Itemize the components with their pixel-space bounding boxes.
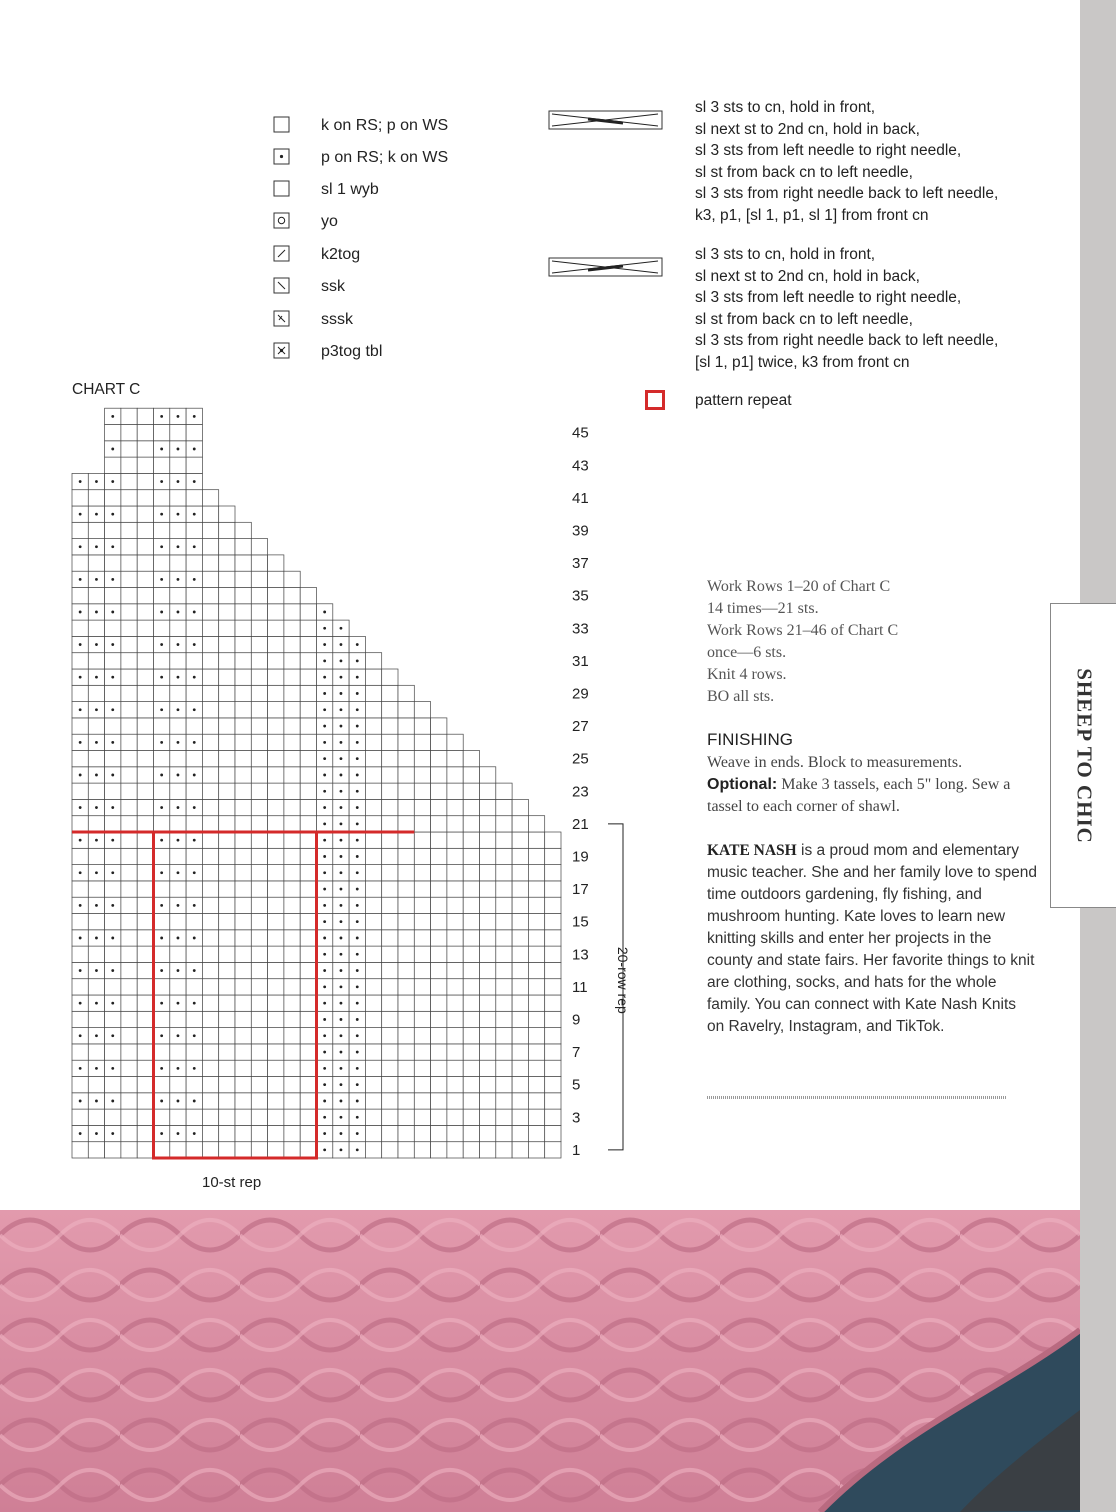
- legend-item-pattern-repeat: [645, 390, 945, 412]
- legend-item-sssk: [273, 310, 513, 332]
- legend-item-k2tog: [273, 245, 513, 267]
- chart-row: [72, 636, 365, 652]
- chart-row: [72, 506, 235, 522]
- legend-item-p3tog: [273, 342, 513, 364]
- row-number: 13: [572, 946, 589, 964]
- legend-label: k2tog: [321, 246, 361, 263]
- row-number: 29: [572, 685, 589, 703]
- legend-item-ssk: [273, 277, 513, 299]
- legend-label: p on RS; k on WS: [321, 149, 449, 166]
- chart-row: [72, 555, 284, 571]
- row-number: 39: [572, 522, 589, 540]
- pattern-repeat-icon: [645, 390, 665, 410]
- chart-row: [72, 767, 496, 783]
- shawl-photo: [0, 1210, 1080, 1512]
- legend-item-purl: [273, 148, 513, 170]
- row-number: 45: [572, 424, 589, 442]
- row-number: 35: [572, 587, 589, 605]
- chart-row: [72, 539, 268, 555]
- row-number: 31: [572, 652, 589, 670]
- chart-row: [72, 620, 349, 636]
- chart-row: [72, 669, 398, 685]
- row-number: 7: [572, 1044, 581, 1062]
- left-cable-icon: [548, 257, 664, 279]
- legend-label: yo: [321, 213, 338, 230]
- chart-row: [72, 490, 219, 506]
- row-number: 19: [572, 848, 589, 866]
- stitch-repeat-label: 10-st rep: [202, 1174, 262, 1191]
- chart-row: [72, 653, 382, 669]
- knitting-chart: [60, 405, 640, 1165]
- chart-row: [72, 702, 431, 718]
- row-number: 9: [572, 1011, 581, 1029]
- legend-item-knit: [273, 116, 513, 138]
- legend-label: sssk: [321, 311, 353, 328]
- dotted-divider: [707, 1096, 1007, 1099]
- chart-row: [72, 588, 317, 604]
- finishing-heading: FINISHING: [707, 730, 793, 749]
- finishing-text: Weave in ends. Block to measurements. Optional: Make 3 tassels, each 5" long. Sew a tassel to each corner of shawl.: [707, 754, 1011, 815]
- chart-row: [105, 441, 203, 457]
- right-cable-icon: [548, 110, 664, 132]
- row-number: 3: [572, 1109, 581, 1127]
- row-number: 33: [572, 620, 589, 638]
- row-number: 41: [572, 489, 589, 507]
- designer-bio: KATE NASH is a proud mom and elementary music teacher. She and her family love to spend time outdoors gardening, fly fishing, and mushroom hunting. Kate loves to learn new knitting skills and enter her projects in the county and state fairs. Her favorite things to knit are clothing, socks, and hats for the whole family. You can connect with Kate Nash Knits on Ravelry, Instagram, and TikTok.: [707, 842, 1037, 1035]
- row-number: 23: [572, 783, 589, 801]
- cable-legend-right: [548, 97, 1038, 232]
- chart-row: [105, 425, 203, 441]
- cable-legend-left: [548, 244, 1038, 379]
- row-number: 11: [572, 978, 588, 996]
- designer-name: KATE NASH: [707, 842, 797, 859]
- legend-item-yo: [273, 212, 513, 234]
- row-number: 21: [572, 815, 589, 833]
- chart-title: CHART C: [72, 381, 141, 398]
- chart-row: [72, 783, 512, 799]
- legend-label: ssk: [321, 278, 345, 295]
- legend-label: pattern repeat: [695, 392, 792, 409]
- purl-dot-icon: [273, 148, 291, 166]
- chart-row: [72, 522, 251, 538]
- work-instructions: Work Rows 1–20 of Chart C 14 times—21 sts. Work Rows 21–46 of Chart C once—6 sts. Knit 4 rows. BO all sts.: [707, 578, 899, 705]
- section-tab-label: SHEEP TO CHIC: [1072, 667, 1096, 844]
- chart-row: [72, 751, 480, 767]
- chart-row: [72, 685, 414, 701]
- ssk-backslash-icon: [273, 277, 291, 295]
- row-number: 5: [572, 1076, 581, 1094]
- sssk-icon: [273, 310, 291, 328]
- chart-row: [72, 734, 463, 750]
- p3tog-tbl-icon: [273, 342, 291, 360]
- row-number: 25: [572, 750, 589, 768]
- chart-row: [105, 408, 203, 424]
- knit-icon: [273, 116, 291, 134]
- legend-label: sl 1 wyb: [321, 181, 379, 198]
- legend-item-slip: [273, 180, 513, 202]
- k2tog-slash-icon: [273, 245, 291, 263]
- chart-row: [72, 473, 202, 489]
- row-number: 15: [572, 913, 589, 931]
- slip-icon: [273, 180, 291, 198]
- row-number: 37: [572, 555, 589, 573]
- row-number: 1: [572, 1141, 581, 1159]
- row-repeat-label: 20-row rep: [615, 946, 631, 1014]
- row-number: 17: [572, 881, 589, 899]
- section-tab: [1050, 603, 1116, 908]
- yarn-over-icon: [273, 212, 291, 230]
- chart-row: [72, 799, 528, 815]
- chart-row: [72, 816, 545, 832]
- cable-description: sl 3 sts to cn, hold in front, sl next st to 2nd cn, hold in back, sl 3 sts from left needle to right needle, sl st from back cn to left needle, sl 3 sts from right needle back to left needle, k3, p1, [sl 1, p1, sl 1] from front cn: [695, 99, 999, 224]
- legend-label: p3tog tbl: [321, 343, 383, 360]
- legend-label: k on RS; p on WS: [321, 117, 449, 134]
- cable-description: sl 3 sts to cn, hold in front, sl next st to 2nd cn, hold in back, sl 3 sts from left needle to right needle, sl st from back cn to left needle, sl 3 sts from right needle back to left needle, [sl 1, p1] twice, k3 from front cn: [695, 246, 999, 371]
- chart-row: [72, 718, 447, 734]
- chart-row: [105, 457, 203, 473]
- row-number: 43: [572, 457, 589, 475]
- chart-row: [72, 571, 300, 587]
- chart-row: [72, 604, 333, 620]
- row-number: 27: [572, 718, 589, 736]
